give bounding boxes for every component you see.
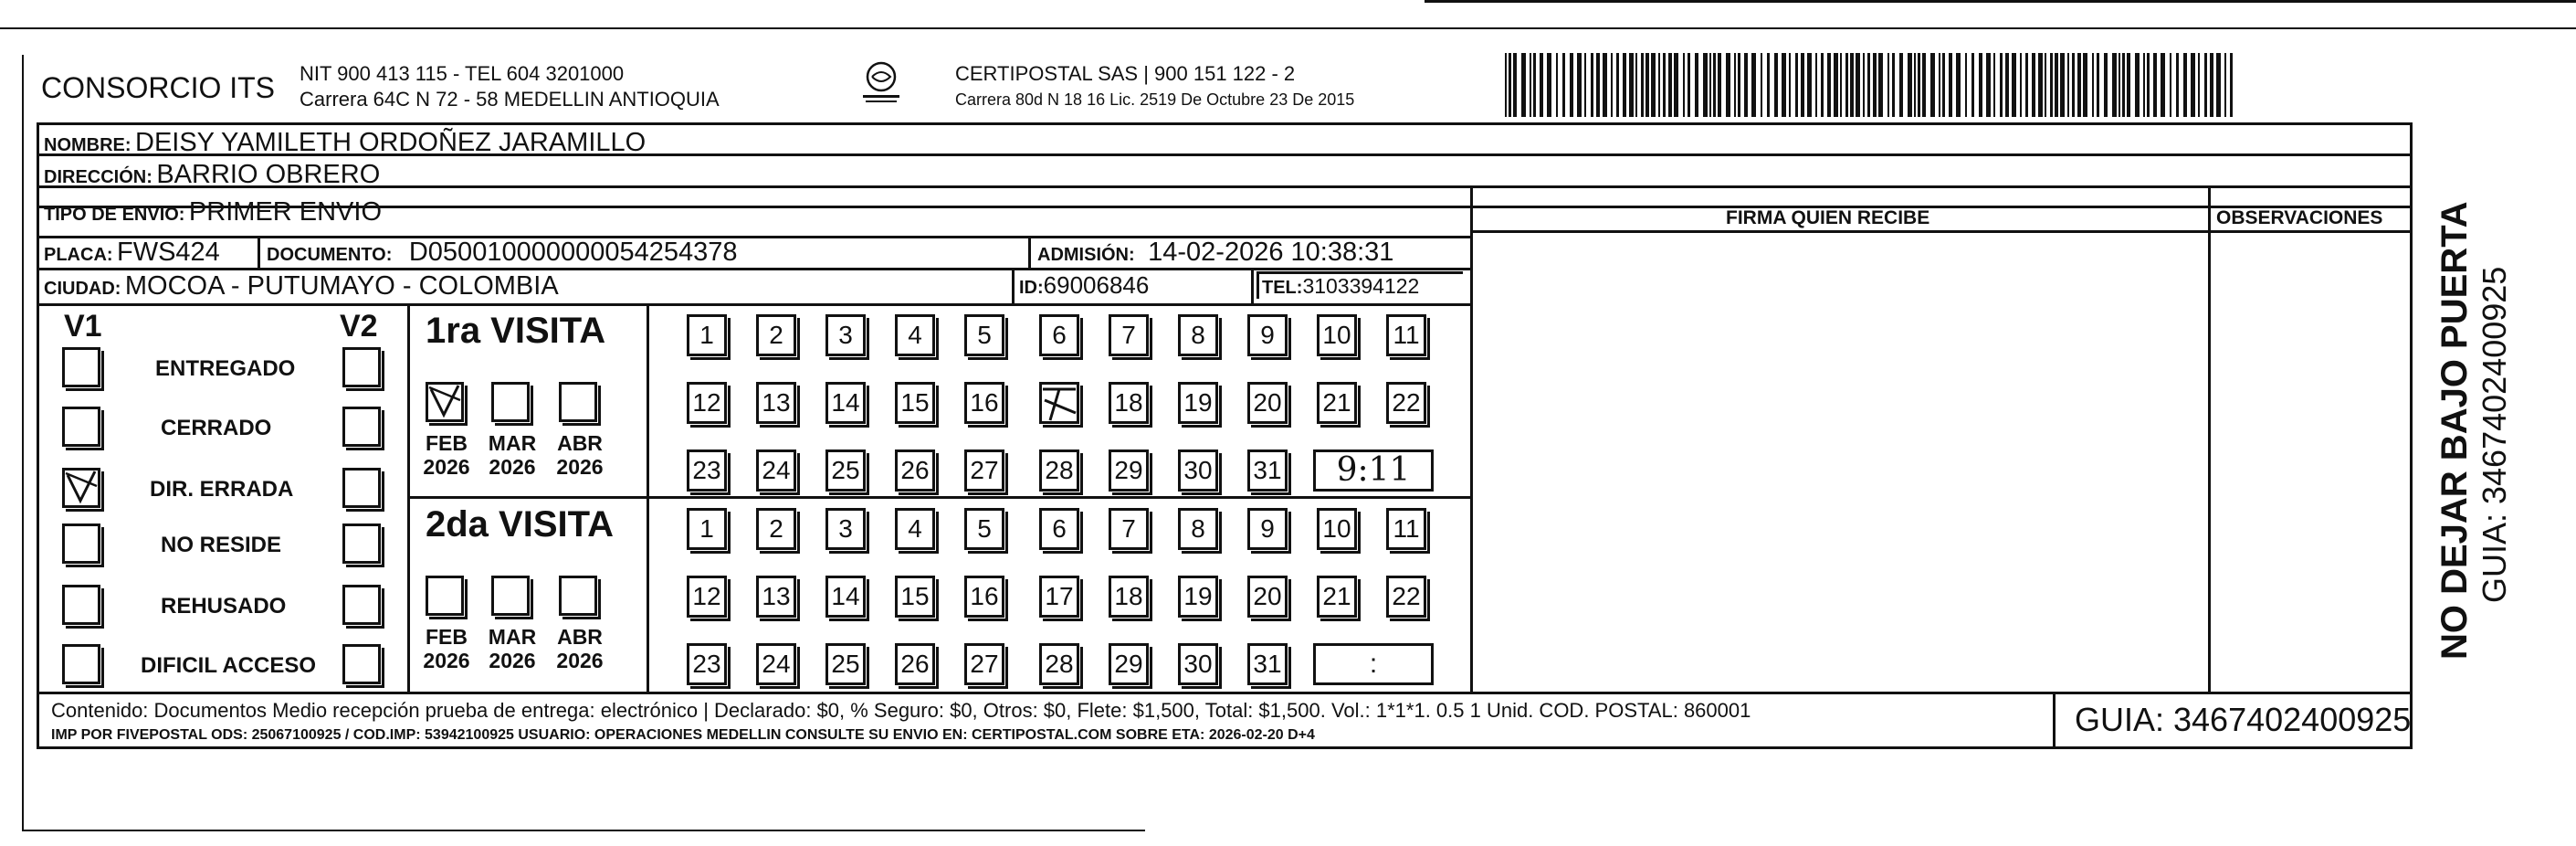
visit2-day-8[interactable]: 8 bbox=[1178, 508, 1218, 550]
v1-checkbox-2[interactable] bbox=[62, 468, 100, 508]
v2-checkbox-1[interactable] bbox=[342, 407, 381, 447]
top-frame-line bbox=[1425, 0, 2576, 3]
visit1-day-21[interactable]: 21 bbox=[1317, 382, 1357, 424]
id-label: ID: bbox=[1019, 278, 1044, 298]
visit1-day-4[interactable]: 4 bbox=[895, 314, 935, 356]
visit1-day-31[interactable]: 31 bbox=[1247, 449, 1288, 492]
visit2-day-19[interactable]: 19 bbox=[1178, 576, 1218, 618]
visit1-day-15[interactable]: 15 bbox=[895, 382, 935, 424]
status-option-label: CERRADO bbox=[161, 416, 272, 440]
visit2-month-label: FEB 2026 bbox=[423, 625, 470, 673]
placa-label: PLACA: bbox=[44, 245, 113, 265]
visit2-day-27[interactable]: 27 bbox=[964, 643, 1004, 685]
visit2-day-1[interactable]: 1 bbox=[687, 508, 727, 550]
visit2-day-25[interactable]: 25 bbox=[825, 643, 866, 685]
visit1-day-28[interactable]: 28 bbox=[1039, 449, 1079, 492]
visit2-day-5[interactable]: 5 bbox=[964, 508, 1004, 550]
side-warning: NO DEJAR BAJO PUERTA bbox=[2434, 201, 2475, 660]
visit1-day-20[interactable]: 20 bbox=[1247, 382, 1288, 424]
visit2-day-31[interactable]: 31 bbox=[1247, 643, 1288, 685]
v2-checkbox-5[interactable] bbox=[342, 644, 381, 684]
visit2-day-13[interactable]: 13 bbox=[756, 576, 796, 618]
visit1-day-14[interactable]: 14 bbox=[825, 382, 866, 424]
bottom-rule bbox=[22, 830, 1145, 831]
visit2-day-30[interactable]: 30 bbox=[1178, 643, 1218, 685]
visit2-day-15[interactable]: 15 bbox=[895, 576, 935, 618]
visit2-day-14[interactable]: 14 bbox=[825, 576, 866, 618]
visit1-month-checkbox-0[interactable] bbox=[426, 382, 464, 422]
visit1-month-checkbox-1[interactable] bbox=[491, 382, 530, 422]
visit1-day-24[interactable]: 24 bbox=[756, 449, 796, 492]
status-option-label: DIFICIL ACCESO bbox=[141, 653, 317, 678]
visit2-day-3[interactable]: 3 bbox=[825, 508, 866, 550]
top-rule bbox=[0, 27, 2576, 29]
status-option-label: ENTREGADO bbox=[155, 356, 296, 381]
footer-guia: GUIA: 3467402400925 bbox=[2075, 701, 2412, 738]
company-address: Carrera 64C N 72 - 58 MEDELLIN ANTIOQUIA bbox=[300, 88, 720, 111]
visit1-day-18[interactable]: 18 bbox=[1109, 382, 1149, 424]
visit2-day-2[interactable]: 2 bbox=[756, 508, 796, 550]
visit2-day-26[interactable]: 26 bbox=[895, 643, 935, 685]
visit-title-2: 2da VISITA bbox=[426, 504, 614, 545]
visit2-day-4[interactable]: 4 bbox=[895, 508, 935, 550]
admision-value: 14-02-2026 10:38:31 bbox=[1148, 238, 1394, 267]
visit2-day-22[interactable]: 22 bbox=[1386, 576, 1426, 618]
placa-value: FWS424 bbox=[117, 238, 220, 267]
tipo-label: TIPO DE ENVIO: bbox=[44, 205, 185, 225]
visit2-day-18[interactable]: 18 bbox=[1109, 576, 1149, 618]
visit1-day-19[interactable]: 19 bbox=[1178, 382, 1218, 424]
company-name: CONSORCIO ITS bbox=[41, 71, 276, 104]
v1-checkbox-5[interactable] bbox=[62, 644, 100, 684]
v1-checkbox-1[interactable] bbox=[62, 407, 100, 447]
visit2-day-28[interactable]: 28 bbox=[1039, 643, 1079, 685]
v1-label: V1 bbox=[64, 309, 102, 344]
check-mark-icon bbox=[62, 468, 100, 508]
certipostal-logo bbox=[858, 60, 904, 106]
certipostal-name: CERTIPOSTAL SAS | 900 151 122 - 2 bbox=[955, 62, 1296, 85]
id-value: 69006846 bbox=[1043, 271, 1150, 299]
day-check-mark-icon bbox=[1039, 382, 1079, 424]
visit1-day-12[interactable]: 12 bbox=[687, 382, 727, 424]
visit-title-1: 1ra VISITA bbox=[426, 311, 606, 351]
visit2-time-box[interactable]: : bbox=[1313, 643, 1434, 685]
firma-header: FIRMA QUIEN RECIBE bbox=[1726, 207, 1930, 228]
visit2-month-label: ABR 2026 bbox=[556, 625, 604, 673]
visit1-day-6[interactable]: 6 bbox=[1039, 314, 1079, 356]
barcode bbox=[1505, 53, 2237, 117]
visit2-day-16[interactable]: 16 bbox=[964, 576, 1004, 618]
main-form-box bbox=[37, 122, 2413, 749]
visit1-day-5[interactable]: 5 bbox=[964, 314, 1004, 356]
visit2-day-11[interactable]: 11 bbox=[1386, 508, 1426, 550]
documento-value: D050010000000054254378 bbox=[408, 238, 738, 267]
visit1-day-25[interactable]: 25 bbox=[825, 449, 866, 492]
visit1-day-3[interactable]: 3 bbox=[825, 314, 866, 356]
nombre-label: NOMBRE: bbox=[44, 135, 131, 155]
visit1-day-29[interactable]: 29 bbox=[1109, 449, 1149, 492]
visit2-day-9[interactable]: 9 bbox=[1247, 508, 1288, 550]
visit1-time-box[interactable]: 9:11 bbox=[1313, 449, 1434, 492]
v2-checkbox-2[interactable] bbox=[342, 468, 381, 508]
visit1-day-1[interactable]: 1 bbox=[687, 314, 727, 356]
ciudad-label: CIUDAD: bbox=[44, 279, 121, 299]
visit2-day-17[interactable]: 17 bbox=[1039, 576, 1079, 618]
direccion-label: DIRECCIÓN: bbox=[44, 167, 152, 187]
v2-checkbox-4[interactable] bbox=[342, 585, 381, 625]
visit2-day-24[interactable]: 24 bbox=[756, 643, 796, 685]
v1-checkbox-4[interactable] bbox=[62, 585, 100, 625]
admision-label: ADMISIÓN: bbox=[1037, 245, 1135, 265]
v1-checkbox-0[interactable] bbox=[62, 347, 100, 387]
visit1-day-10[interactable]: 10 bbox=[1317, 314, 1357, 356]
status-option-label: DIR. ERRADA bbox=[150, 477, 294, 502]
visit1-month-checkbox-2[interactable] bbox=[559, 382, 597, 422]
v1-checkbox-3[interactable] bbox=[62, 523, 100, 564]
visit2-day-29[interactable]: 29 bbox=[1109, 643, 1149, 685]
visit1-day-13[interactable]: 13 bbox=[756, 382, 796, 424]
visit1-day-2[interactable]: 2 bbox=[756, 314, 796, 356]
tel-value: 3103394122 bbox=[1302, 274, 1420, 298]
visit1-day-30[interactable]: 30 bbox=[1178, 449, 1218, 492]
visit2-day-21[interactable]: 21 bbox=[1317, 576, 1357, 618]
side-guia: GUIA: 3467402400925 bbox=[2476, 266, 2513, 603]
visit1-day-9[interactable]: 9 bbox=[1247, 314, 1288, 356]
visit2-month-label: MAR 2026 bbox=[488, 625, 537, 673]
visit2-month-checkbox-1[interactable] bbox=[491, 576, 530, 616]
visit1-day-11[interactable]: 11 bbox=[1386, 314, 1426, 356]
visit2-day-7[interactable]: 7 bbox=[1109, 508, 1149, 550]
visit1-day-8[interactable]: 8 bbox=[1178, 314, 1218, 356]
status-option-label: NO RESIDE bbox=[161, 533, 282, 557]
visit1-day-17[interactable] bbox=[1039, 382, 1079, 424]
visit1-day-7[interactable]: 7 bbox=[1109, 314, 1149, 356]
ciudad-value: MOCOA - PUTUMAYO - COLOMBIA bbox=[124, 271, 559, 301]
tel-label: TEL: bbox=[1262, 278, 1303, 298]
v2-label: V2 bbox=[340, 309, 378, 344]
visit1-day-22[interactable]: 22 bbox=[1386, 382, 1426, 424]
visit1-month-label: ABR 2026 bbox=[556, 431, 604, 480]
nombre-value: DEISY YAMILETH ORDOÑEZ JARAMILLO bbox=[135, 128, 647, 157]
visit1-day-23[interactable]: 23 bbox=[687, 449, 727, 492]
v2-checkbox-3[interactable] bbox=[342, 523, 381, 564]
v2-checkbox-0[interactable] bbox=[342, 347, 381, 387]
visit2-day-23[interactable]: 23 bbox=[687, 643, 727, 685]
certipostal-address: Carrera 80d N 18 16 Lic. 2519 De Octubre 23 De 2015 bbox=[955, 90, 1355, 109]
visit2-month-checkbox-0[interactable] bbox=[426, 576, 464, 616]
visit1-month-label: MAR 2026 bbox=[488, 431, 537, 480]
check-mark-icon bbox=[426, 382, 464, 422]
visit2-day-6[interactable]: 6 bbox=[1039, 508, 1079, 550]
observaciones-header: OBSERVACIONES bbox=[2216, 207, 2383, 228]
visit2-day-10[interactable]: 10 bbox=[1317, 508, 1357, 550]
visit1-day-26[interactable]: 26 bbox=[895, 449, 935, 492]
visit2-day-20[interactable]: 20 bbox=[1247, 576, 1288, 618]
visit2-month-checkbox-2[interactable] bbox=[559, 576, 597, 616]
status-option-label: REHUSADO bbox=[161, 594, 287, 619]
footer-imp: IMP POR FIVEPOSTAL ODS: 25067100925 / COD.IMP: 53942100925 USUARIO: OPERACIONES MEDELLIN CONSULTE SU ENVIO EN: CERTIPOSTAL.COM SOBRE ETA: 2026-02-20 D+4 bbox=[51, 727, 1315, 743]
direccion-value: BARRIO OBRERO bbox=[156, 160, 381, 189]
documento-label: DOCUMENTO: bbox=[267, 245, 393, 265]
company-nit: NIT 900 413 115 - TEL 604 3201000 bbox=[300, 62, 625, 85]
visit2-day-12[interactable]: 12 bbox=[687, 576, 727, 618]
tipo-value: PRIMER ENVIO bbox=[188, 197, 383, 227]
visit1-month-label: FEB 2026 bbox=[423, 431, 470, 480]
left-frame-line bbox=[22, 55, 24, 831]
footer-contenido: Contenido: Documentos Medio recepción prueba de entrega: electrónico | Declarado: $0, % Seguro: $0, Otros: $0, Flete: $1,500, Total: $1,500. Vol.: 1*1*1. 0.5 1 Unid. COD. POSTAL: 860001 bbox=[51, 699, 1751, 722]
visit1-day-27[interactable]: 27 bbox=[964, 449, 1004, 492]
visit1-day-16[interactable]: 16 bbox=[964, 382, 1004, 424]
